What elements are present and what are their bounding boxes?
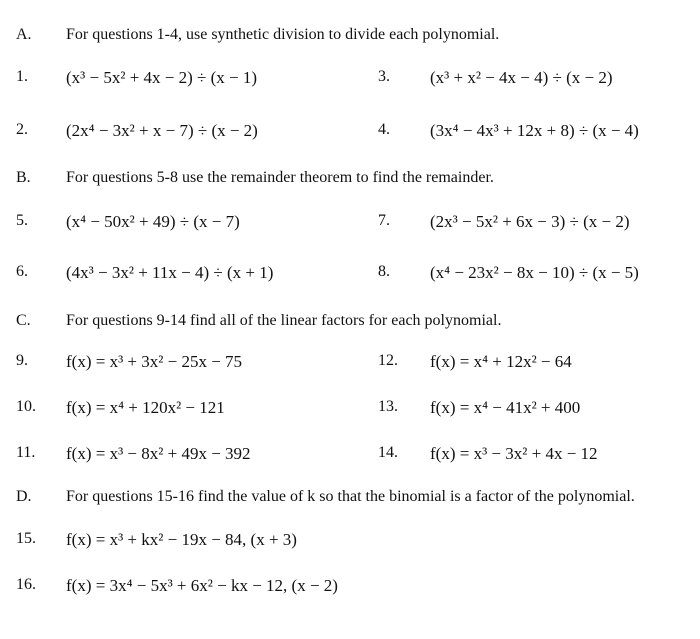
section-letter: B. [16,169,31,186]
problem-expression: (4x³ − 3x² + 11x − 4) ÷ (x + 1) [66,263,274,282]
problem-number: 11. [16,444,36,461]
problem-row-2-4 [0,121,700,151]
section-c [0,312,700,342]
problem-row-10-13 [0,398,700,428]
section-letter: C. [16,312,31,329]
problem-number: 1. [16,68,28,85]
section-letter: D. [16,488,32,505]
problem-number: 9. [16,352,28,369]
problem-row-11-14 [0,444,700,474]
problem-number: 16. [16,576,36,593]
problem-row-9-12 [0,352,700,382]
problem-number: 5. [16,212,28,229]
section-a [0,26,700,56]
problem-expression: f(x) = x³ + kx² − 19x − 84, (x + 3) [66,530,297,549]
problem-number: 10. [16,398,36,415]
section-instructions: For questions 9-14 find all of the linear factors for each polynomial. [66,312,502,329]
problem-number: 2. [16,121,28,138]
problem-expression: (2x³ − 5x² + 6x − 3) ÷ (x − 2) [430,212,630,231]
problem-row-15 [0,530,700,560]
problem-expression: (x³ − 5x² + 4x − 2) ÷ (x − 1) [66,68,258,87]
problem-expression: f(x) = x⁴ + 12x² − 64 [430,352,572,371]
section-instructions: For questions 15-16 find the value of k so that the binomial is a factor of the polynomial. [66,488,635,505]
section-instructions: For questions 1-4, use synthetic division to divide each polynomial. [66,26,500,43]
problem-number: 15. [16,530,36,547]
problem-number: 6. [16,263,28,280]
problem-number: 3. [378,68,390,85]
problem-row-5-7 [0,212,700,242]
section-instructions: For questions 5-8 use the remainder theorem to find the remainder. [66,169,494,186]
problem-number: 4. [378,121,390,138]
problem-expression: f(x) = x³ + 3x² − 25x − 75 [66,352,243,371]
problem-expression: (3x⁴ − 4x³ + 12x + 8) ÷ (x − 4) [430,121,639,140]
problem-number: 12. [378,352,398,369]
problem-number: 8. [378,263,390,280]
problem-expression: f(x) = 3x⁴ − 5x³ + 6x² − kx − 12, (x − 2) [66,576,338,595]
section-d [0,488,700,518]
problem-expression: (x³ + x² − 4x − 4) ÷ (x − 2) [430,68,613,87]
problem-expression: f(x) = x⁴ − 41x² + 400 [430,398,581,417]
problem-row-6-8 [0,263,700,293]
problem-expression: (x⁴ − 50x² + 49) ÷ (x − 7) [66,212,240,231]
problem-expression: f(x) = x⁴ + 120x² − 121 [66,398,225,417]
problem-number: 7. [378,212,390,229]
problem-row-16 [0,576,700,606]
problem-expression: (2x⁴ − 3x² + x − 7) ÷ (x − 2) [66,121,258,140]
problem-expression: f(x) = x³ − 8x² + 49x − 392 [66,444,251,463]
section-letter: A. [16,26,32,43]
problem-number: 13. [378,398,398,415]
problem-row-1-3 [0,68,700,98]
problem-expression: f(x) = x³ − 3x² + 4x − 12 [430,444,598,463]
section-b [0,169,700,199]
problem-number: 14. [378,444,398,461]
problem-expression: (x⁴ − 23x² − 8x − 10) ÷ (x − 5) [430,263,639,282]
